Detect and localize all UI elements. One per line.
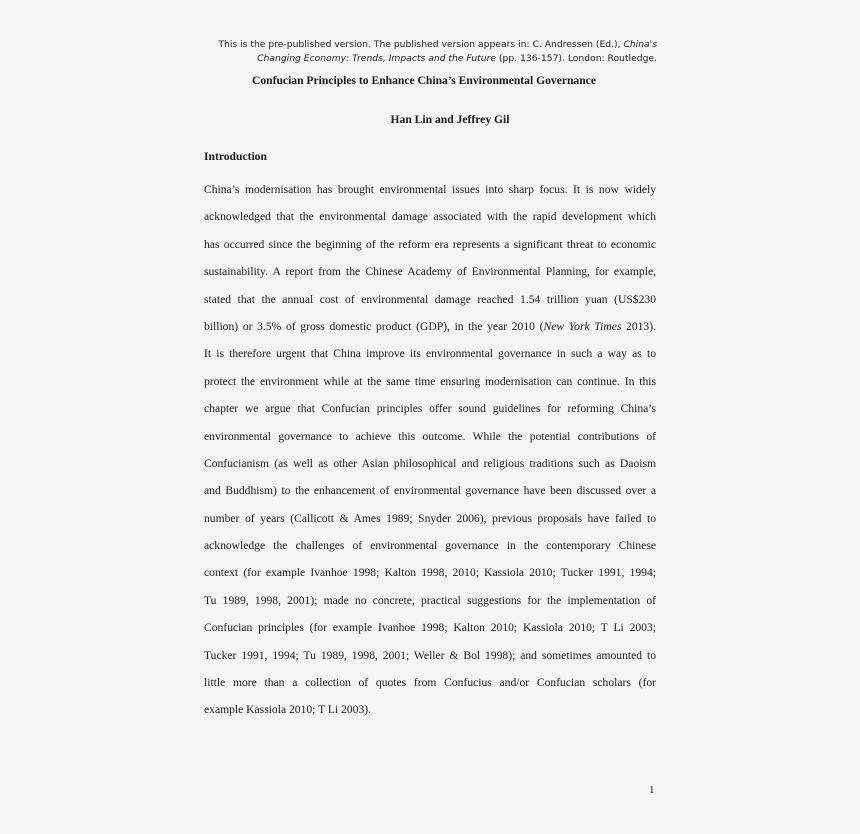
publication-note-pages: (pp. 136-157). London: Routledge. [496, 53, 657, 64]
paper-authors: Han Lin and Jeffrey Gil [390, 113, 510, 126]
body-line: Confucianism (as well as other Asian philosophical and religious traditions such as Daoism [204, 456, 656, 470]
body-line: chapter we argue that Confucian principles offer sound guidelines for reforming China’s [204, 402, 656, 416]
publication-note-book-title: Changing Economy: Trends, Impacts and the Future [257, 53, 497, 64]
citation-year: 2013). [621, 319, 656, 333]
body-line: Confucian principles (for example Ivanhoe 1998; Kalton 2010; Kassiola 2010; T Li 2003; [204, 621, 656, 635]
body-line: acknowledge the challenges of environmental governance in the contemporary Chinese [204, 539, 656, 553]
body-line: It is therefore urgent that China improve its environmental governance in such a way as to [204, 347, 656, 361]
body-line: Tucker 1991, 1994; Tu 1989, 1998, 2001; Weller & Bol 1998); and sometimes amounted to [204, 648, 656, 662]
section-heading: Introduction [204, 150, 267, 163]
publication-note-book-title-start: China's [623, 39, 657, 50]
body-line: little more than a collection of quotes from Confucius and/or Confucian scholars (for [204, 676, 656, 690]
body-line: has occurred since the beginning of the reform era represents a significant threat to economic [204, 237, 656, 251]
publication-note-line-2 [160, 52, 657, 66]
body-line: acknowledged that the environmental damage associated with the rapid development which [204, 210, 656, 224]
citation-source: New York Times [543, 319, 622, 333]
body-line: Tu 1989, 1998, 2001); made no concrete, practical suggestions for the implementation of [204, 593, 656, 607]
publication-note [160, 38, 657, 66]
body-paragraph [204, 176, 656, 724]
body-line: environmental governance to achieve this outcome. While the potential contributions of [204, 429, 656, 443]
body-line-text: billion) or 3.5% of gross domestic product (GDP), in the year 2010 ( [204, 319, 544, 333]
body-line: number of years (Callicott & Ames 1989; Snyder 2006), previous proposals have failed to [204, 511, 656, 525]
body-line: example Kassiola 2010; T Li 2003). [204, 703, 372, 717]
publication-note-line-1 [160, 38, 657, 52]
body-line: sustainability. A report from the Chinese Academy of Environmental Planning, for example, [204, 265, 656, 279]
paper-title: Confucian Principles to Enhance China’s Environmental Governance [252, 74, 596, 87]
body-line-citation [204, 313, 656, 340]
publication-note-text: This is the pre-published version. The published version appears in: C. Andressen (Ed.), [218, 39, 624, 50]
body-line: and Buddhism) to the enhancement of environmental governance have been discussed over a [204, 484, 656, 498]
body-line: context (for example Ivanhoe 1998; Kalton 1998, 2010; Kassiola 2010; Tucker 1991, 1994; [204, 566, 656, 580]
body-line: China’s modernisation has brought environmental issues into sharp focus. It is now widely [204, 183, 656, 196]
body-line: stated that the annual cost of environmental damage reached 1.54 trillion yuan (US$230 [204, 292, 656, 306]
body-line: protect the environment while at the same time ensuring modernisation can continue. In this [204, 374, 656, 388]
page-number: 1 [649, 784, 655, 796]
